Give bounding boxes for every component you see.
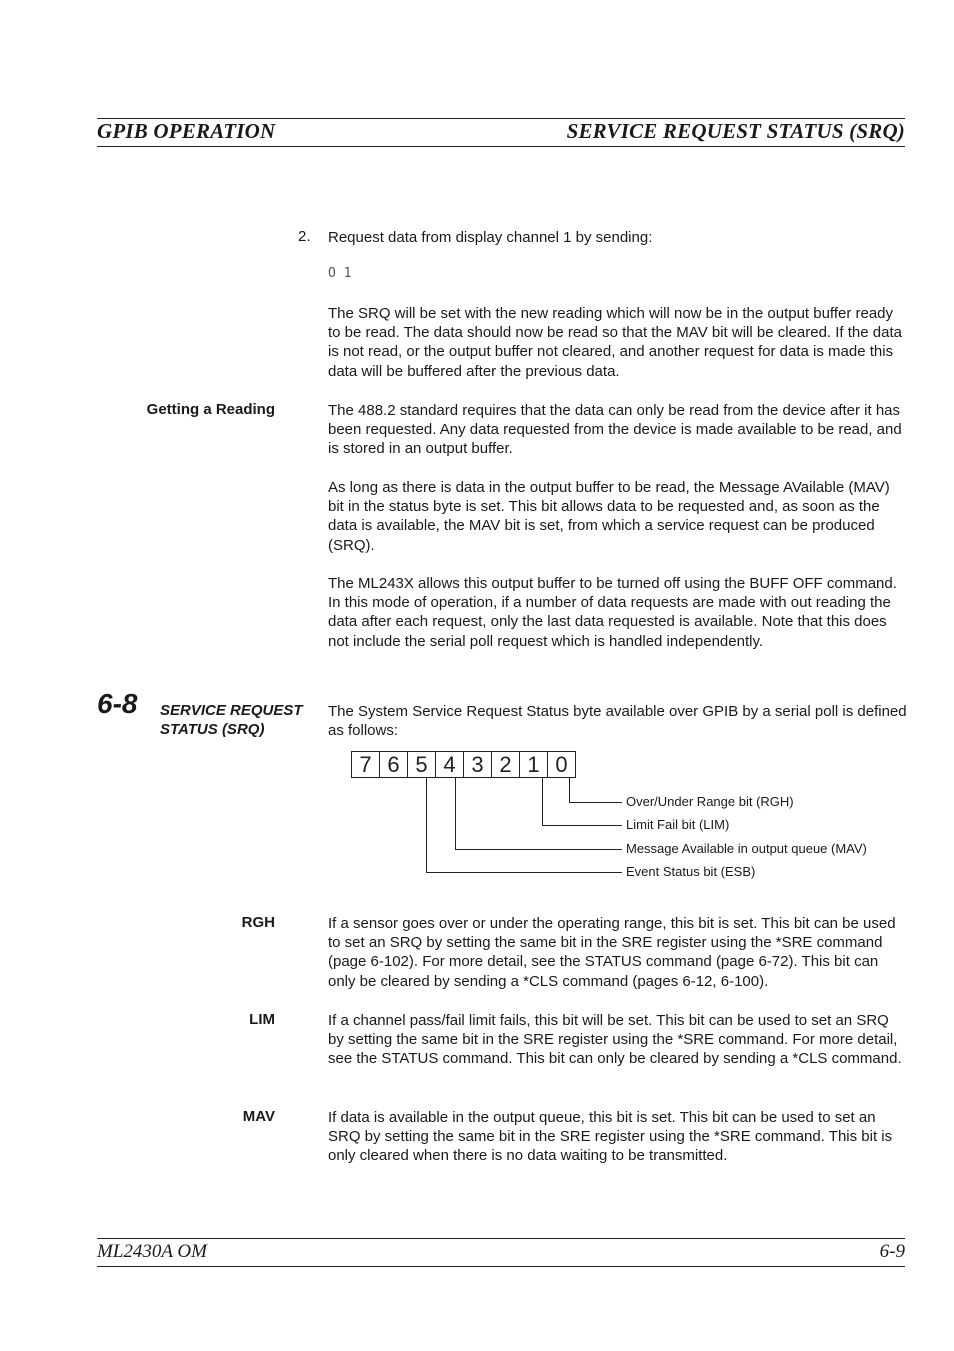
definition-term-rgh: RGH [241, 914, 275, 931]
bit-2: 2 [491, 751, 520, 778]
bit-label-lim: Limit Fail bit (LIM) [626, 817, 730, 832]
header-right-title: SERVICE REQUEST STATUS (SRQ) [566, 119, 905, 143]
footer-bottom-rule [97, 1266, 905, 1267]
step-paragraph: The SRQ will be set with the new reading which will now be in the output buffer ready to be read. The data should now be read so that the MAV bit will be cleared. If the data is not read, or the output buffer not cleared, and another request for data is made this data will be buffered after the previous data. [328, 305, 902, 380]
bit-0: 0 [547, 751, 576, 778]
step-number: 2. [298, 228, 311, 245]
bit-label-esb: Event Status bit (ESB) [626, 864, 756, 879]
leader-rgh [570, 778, 623, 803]
getting-reading-para1: The 488.2 standard requires that the data can only be read from the device after it has been requested. Any data requested from the device is made available to be read, and is stored in an output buffer. [328, 402, 902, 458]
header-left-title: GPIB OPERATION [97, 119, 276, 143]
footer-doc-name: ML2430A OM [97, 1241, 207, 1262]
section-title-line2: STATUS (SRQ) [160, 721, 265, 739]
bit-1: 1 [519, 751, 548, 778]
definition-term-mav: MAV [242, 1108, 275, 1125]
footer-top-rule [97, 1238, 905, 1239]
bit-7: 7 [351, 751, 380, 778]
definition-text-mav: If data is available in the output queue, this bit is set. This bit can be used to set an SRQ by setting the same bit in the SRE register using the *SRE command. This bit is only cleared when there is no data waiting to be transmitted. [328, 1109, 893, 1165]
bit-6: 6 [379, 751, 408, 778]
command-code: O 1 [328, 266, 352, 281]
bit-3: 3 [463, 751, 492, 778]
getting-reading-para3: The ML243X allows this output buffer to be turned off using the BUFF OFF command. In this mode of operation, if a number of data requests are made with out reading the data after each request, only the last data requested is available. Note that this does not include the serial poll request which is handled independently. [328, 575, 897, 650]
step-text: Request data from display channel 1 by sending: [328, 229, 653, 246]
getting-reading-label: Getting a Reading [146, 401, 275, 418]
bit-4: 4 [435, 751, 464, 778]
definition-text-lim: If a channel pass/fail limit fails, this bit will be set. This bit can be used to set an SRQ by setting the same bit in the SRE register using the *SRE command. For more detail, see the STATUS command. This bit can only be cleared by sending a *CLS command. [328, 1012, 902, 1068]
definition-text-rgh: If a sensor goes over or under the operating range, this bit is set. This bit can be used to set an SRQ by setting the same bit in the SRE register using the *SRE command (page 6-102). For more detail, see the STATUS command (page 6-72). This bit can only be cleared by sending a *CLS command (pages 6-12, 6-100). [328, 915, 896, 990]
section-number: 6-8 [97, 688, 138, 719]
bit-5: 5 [407, 751, 436, 778]
leader-mav [456, 778, 623, 850]
getting-reading-para2: As long as there is data in the output buffer to be read, the Message AVailable (MAV) bit in the status byte is set. This bit allows data to be requested and, as soon as the data is available, the MAV bit is set, from which a service request can be produced (SRQ). [328, 479, 890, 554]
leader-lim [543, 778, 623, 826]
section-title-line1: SERVICE REQUEST [160, 702, 303, 719]
definition-term-lim: LIM [249, 1011, 275, 1028]
bit-label-rgh: Over/Under Range bit (RGH) [626, 794, 794, 809]
section-intro: The System Service Request Status byte available over GPIB by a serial poll is defined as follows: [328, 703, 907, 740]
footer-page-number: 6-9 [879, 1241, 905, 1262]
bit-label-mav: Message Available in output queue (MAV) [626, 841, 867, 856]
